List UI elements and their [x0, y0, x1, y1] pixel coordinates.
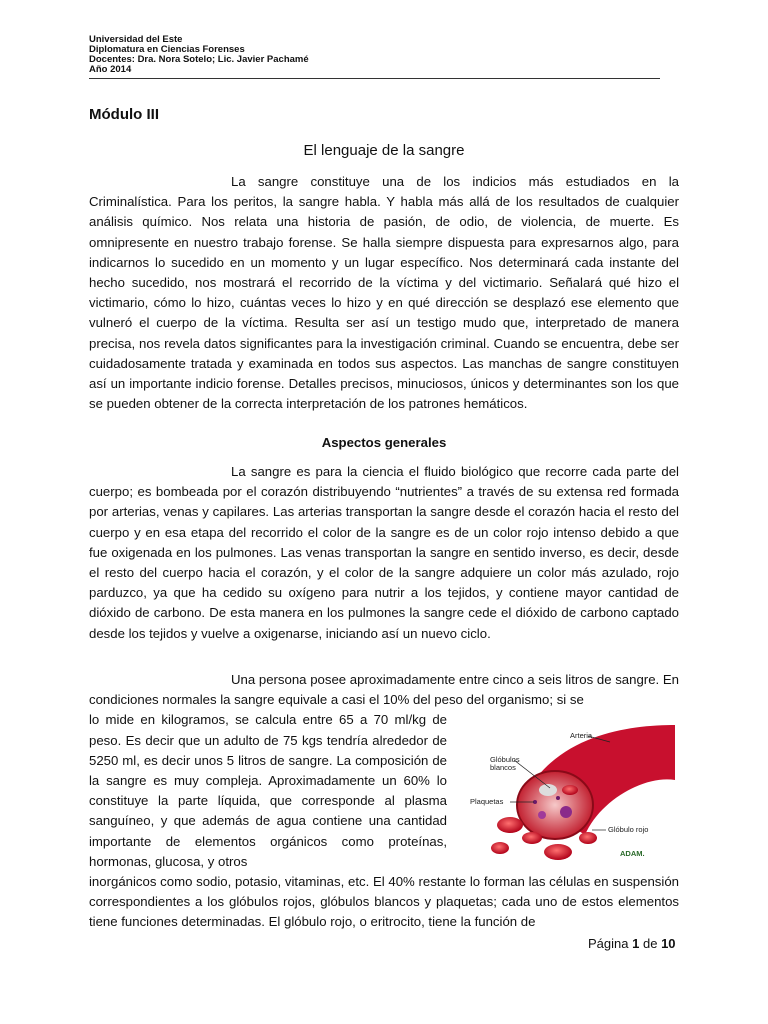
label-globulo-rojo: Glóbulo rojo	[608, 825, 649, 834]
red-blood-cell	[562, 785, 578, 795]
white-blood-cell	[538, 811, 546, 819]
red-blood-cell	[522, 832, 542, 844]
white-blood-cell	[560, 806, 572, 818]
red-blood-cell	[491, 842, 509, 854]
paragraph-blood-volume-rest: inorgánicos como sodio, potasio, vitaminas, etc. El 40% restante lo forman las células en suspensión correspondientes a los glóbulos rojos, glóbulos blancos y plaquetas; cada uno de estos elementos tiene funciones determinadas. El glóbulo rojo, o eritrocito, tiene la función de	[89, 874, 679, 930]
header-program: Diplomatura en Ciencias Forenses	[89, 44, 245, 55]
page-word: Página	[588, 936, 629, 951]
label-arteria: Arteria	[570, 731, 593, 740]
red-blood-cell	[544, 844, 572, 860]
red-blood-cell	[497, 817, 523, 833]
header-teachers: Docentes: Dra. Nora Sotelo; Lic. Javier Pachamé	[89, 54, 309, 65]
artery-illustration-graphic	[470, 720, 680, 865]
document-title: El lenguaje de la sangre	[303, 142, 465, 159]
module-title: Módulo III	[89, 106, 159, 123]
red-blood-cell	[579, 832, 597, 844]
paragraph-general-aspects: La sangre es para la ciencia el fluido biológico que recorre cada parte del cuerpo; es bombeada por el corazón distribuyendo “nutrientes” a través de su extensa red formada por arterias, venas y capilares. Las arterias transportan la sangre desde el corazón hacia el resto del cuerpo y en esa etapa del recorrido el color de la sangre es de un color rojo intenso debido a que fue oxigenada en los pulmones. Las venas transportan la sangre en sentido inverso, es decir, desde el resto del cuerpo hacia el corazón, y el color de la sangre adquiere un color más azulado, rojo parduzco, ya que ha cedido su oxígeno para nutrir a los tejidos, y contiene mayor cantidad de dióxido de carbono. De esta manera en los pulmones la sangre cede el dióxido de carbono captado desde los tejidos y vuelve a oxigenarse, iniciando así un nuevo ciclo.	[89, 464, 679, 641]
paragraph-blood-volume-wrapped: lo mide en kilogramos, se calcula entre 65 a 70 ml/kg de peso. Es decir que un adulto de 75 kgs tendría alrededor de 5250 ml, es decir unos 5 litros de sangre. La composición de la sangre es muy compleja. Aproximadamente un 60% lo constituye la parte líquida, que corresponde al plasma sanguíneo, y que además de agua contiene una cantidad importante de elementos orgánicos como proteínas, hormonas, glucosa, y otros	[89, 712, 447, 869]
platelet	[556, 796, 560, 800]
label-plaquetas: Plaquetas	[470, 797, 504, 806]
label-globulos-blancos: Glóbulos blancos	[490, 755, 520, 772]
page-total: 10	[661, 936, 676, 951]
artery-illustration	[470, 720, 680, 865]
paragraph-intro: La sangre constituye una de los indicios más estudiados en la Criminalística. Para los peritos, la sangre habla. Y habla más allá de los resultados de cualquier análisis químico. Nos relata una historia de pasión, de odio, de violencia, de muerte. Es omnipresente en nuestro trabajo forense. Se halla siempre dispuesta para expresarnos algo, para indicarnos lo sucedido en un momento y un lugar específico. Nos determinará cada instante del hecho sucedido, nos mostrará el recorrido de la víctima y del victimario. Señalará qué hizo el victimario, cómo lo hizo, cuántas veces lo hizo y en qué dirección se desplazó ese elemento que vulneró el cuerpo de la víctima. Resulta ser así un testigo mudo que, interpretado de manera precisa, nos revela datos significantes para la investigación criminal. Cuando se encuentra, debe ser cuidadosamente tratada y examinada en todos sus aspectos. Las manchas de sangre constituyen así un importante indicio forense. Detalles precisos, minuciosos, únicos y determinantes son los que se pueden obtener de la correcta interpretación de los patrones hemáticos.	[89, 174, 679, 412]
page-number: 1	[632, 936, 640, 951]
paragraph-blood-volume-lead: Una persona posee aproximadamente entre cinco a seis litros de sangre. En condiciones normales la sangre equivale a casi el 10% del peso del organismo; si se	[89, 672, 679, 708]
document-header	[89, 35, 309, 75]
adam-logo: ADAM.	[620, 849, 645, 858]
of-word: de	[642, 936, 658, 951]
page-footer	[588, 936, 676, 951]
section-heading: Aspectos generales	[321, 435, 447, 450]
header-year: Año 2014	[89, 64, 132, 75]
header-divider	[89, 78, 660, 79]
white-blood-cell	[539, 784, 557, 796]
header-university: Universidad del Este	[89, 34, 183, 45]
